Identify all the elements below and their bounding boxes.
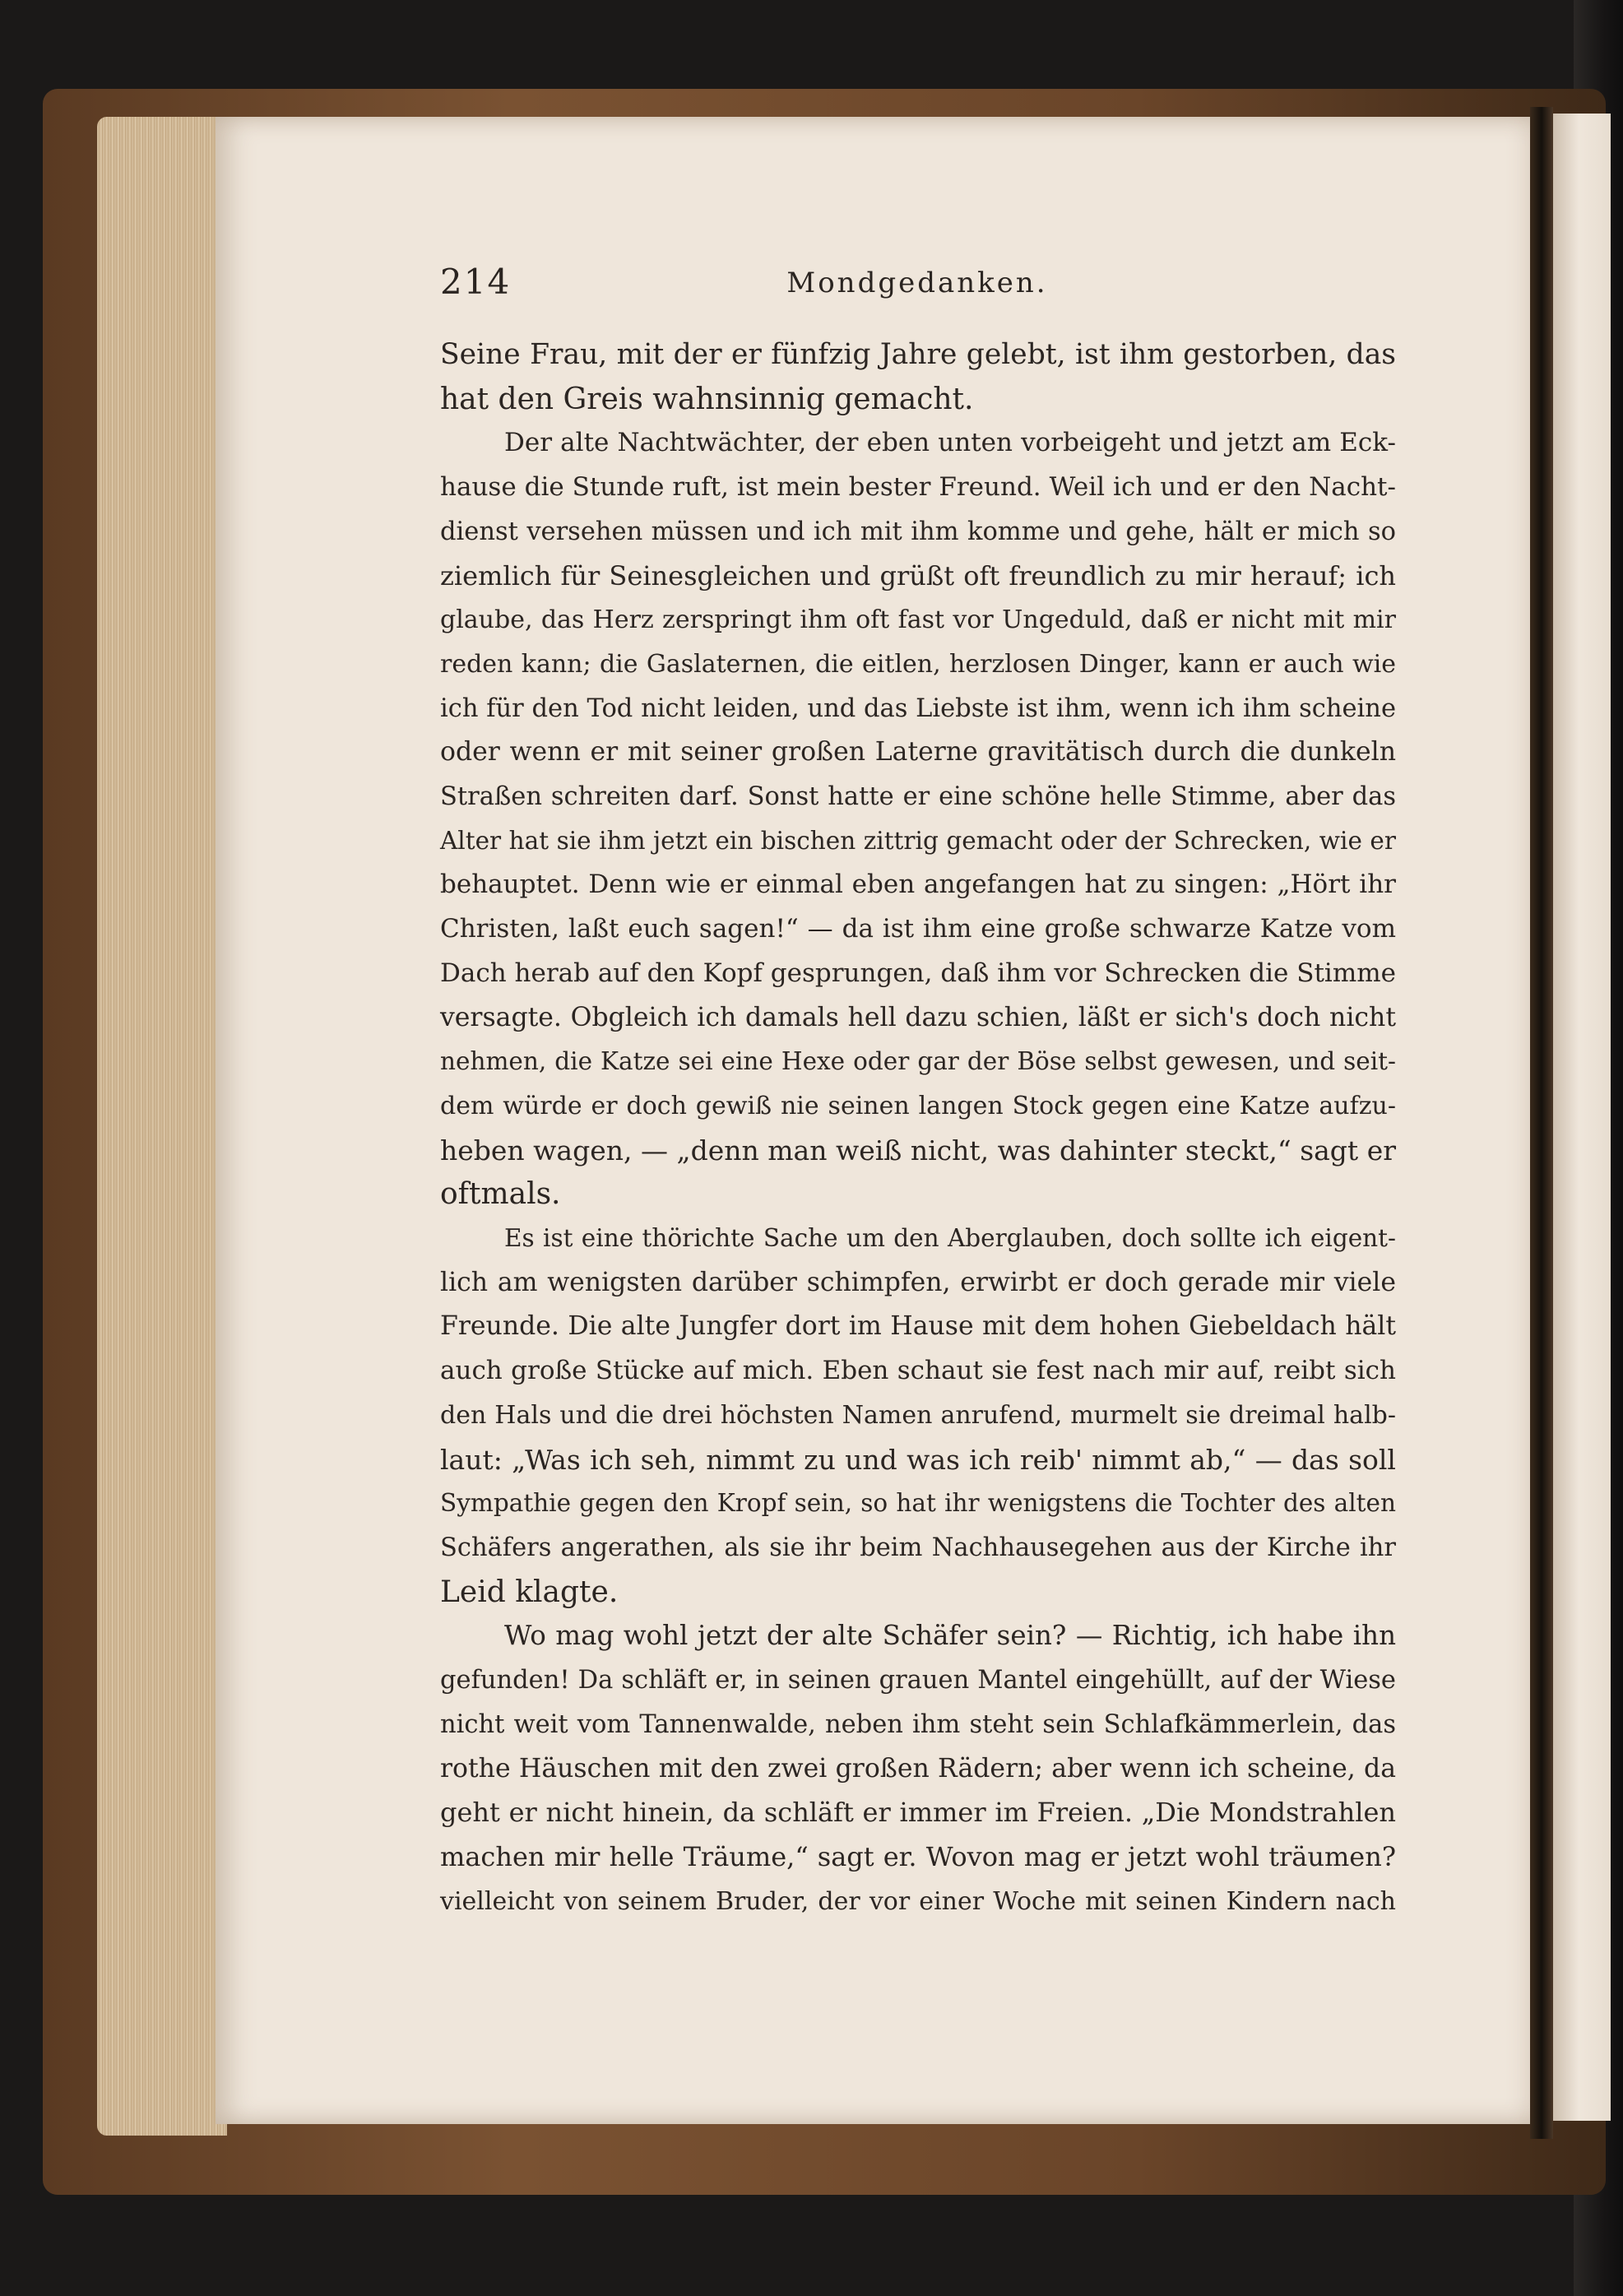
text-line: nicht weit vom Tannenwalde, neben ihm steht sein Schlafkämmerlein, das xyxy=(440,1709,1396,1739)
text-line: auch große Stücke auf mich. Eben schaut sie fest nach mir auf, reibt sich xyxy=(440,1356,1396,1386)
next-page-edge xyxy=(1553,114,1611,2121)
text-line: laut: „Was ich seh, nimmt zu und was ich reib' nimmt ab,“ — das soll xyxy=(440,1443,1396,1476)
text-line: Wo mag wohl jetzt der alte Schäfer sein? — Richtig, ich habe ihn xyxy=(504,1620,1396,1652)
text-line: Straßen schreiten darf. Sonst hatte er eine schöne helle Stimme, aber das xyxy=(440,782,1396,812)
text-line: glaube, das Herz zerspringt ihm oft fast vor Ungeduld, daß er nicht mit mir xyxy=(440,605,1396,635)
text-line: Alter hat sie ihm jetzt ein bischen zittrig gemacht oder der Schrecken, wie er xyxy=(440,826,1396,855)
text-line: Seine Frau, mit der er fünfzig Jahre gelebt, ist ihm gestorben, das xyxy=(440,338,1396,371)
text-line: dem würde er doch gewiß nie seinen langen Stock gegen eine Katze aufzu- xyxy=(440,1091,1396,1120)
text-line: Dach herab auf den Kopf gesprungen, daß ihm vor Schrecken die Stimme xyxy=(440,958,1396,988)
text-line: lich am wenigsten darüber schimpfen, erwirbt er doch gerade mir viele xyxy=(440,1267,1396,1297)
text-line: ziemlich für Seinesgleichen und grüßt oft freundlich zu mir herauf; ich xyxy=(440,559,1396,591)
text-line: hause die Stunde ruft, ist mein bester Freund. Weil ich und er den Nacht- xyxy=(440,472,1396,503)
page-edges xyxy=(97,117,227,2136)
running-title: Mondgedanken. xyxy=(786,267,1048,299)
text-line: Es ist eine thörichte Sache um den Aberglauben, doch sollte ich eigent- xyxy=(504,1224,1396,1253)
text-line: Schäfers angerathen, als sie ihr beim Nachhausegehen aus der Kirche ihr xyxy=(440,1533,1396,1562)
book-gutter xyxy=(1530,107,1553,2139)
text-line: nehmen, die Katze sei eine Hexe oder gar der Böse selbst gewesen, und seit- xyxy=(440,1047,1396,1076)
text-line: ich für den Tod nicht leiden, und das Liebste ist ihm, wenn ich ihm scheine xyxy=(440,693,1396,723)
text-line: hat den Greis wahnsinnig gemacht. xyxy=(440,382,974,416)
text-line: gefunden! Da schläft er, in seinen grauen Mantel eingehüllt, auf der Wiese xyxy=(440,1666,1396,1695)
page-number: 214 xyxy=(440,262,512,302)
text-line: den Hals und die drei höchsten Namen anrufend, murmelt sie dreimal halb- xyxy=(440,1400,1396,1430)
text-line: Christen, laßt euch sagen!“ — da ist ihm eine große schwarze Katze vom xyxy=(440,914,1396,944)
text-line: behauptet. Denn wie er einmal eben angefangen hat zu singen: „Hört ihr xyxy=(440,870,1396,900)
text-line: Sympathie gegen den Kropf sein, so hat ihr wenigstens die Tochter des alten xyxy=(440,1489,1396,1518)
text-line: Der alte Nachtwächter, der eben unten vorbeigeht und jetzt am Eck- xyxy=(504,428,1396,458)
text-line: versagte. Obgleich ich damals hell dazu schien, läßt er sich's doch nicht xyxy=(440,1002,1396,1032)
text-line: oftmals. xyxy=(440,1177,561,1212)
text-line: dienst versehen müssen und ich mit ihm komme und gehe, hält er mich so xyxy=(440,517,1396,546)
text-line: geht er nicht hinein, da schläft er immer im Freien. „Die Mondstrahlen xyxy=(440,1797,1396,1829)
text-line: vielleicht von seinem Bruder, der vor einer Woche mit seinen Kindern nach xyxy=(440,1886,1396,1916)
page-header xyxy=(440,262,1394,311)
text-line: rothe Häuschen mit den zwei großen Rädern; aber wenn ich scheine, da xyxy=(440,1753,1396,1783)
text-line: Leid klagte. xyxy=(440,1575,619,1609)
text-line: heben wagen, — „denn man weiß nicht, was dahinter steckt,“ sagt er xyxy=(440,1134,1396,1167)
text-line: machen mir helle Träume,“ sagt er. Wovon mag er jetzt wohl träumen? xyxy=(440,1840,1396,1872)
text-line: oder wenn er mit seiner großen Laterne gravitätisch durch die dunkeln xyxy=(440,737,1396,768)
body-text xyxy=(440,333,1396,1923)
text-line: reden kann; die Gaslaternen, die eitlen, herzlosen Dinger, kann er auch wie xyxy=(440,649,1396,679)
text-line: Freunde. Die alte Jungfer dort im Hause mit dem hohen Giebeldach hält xyxy=(440,1311,1396,1342)
